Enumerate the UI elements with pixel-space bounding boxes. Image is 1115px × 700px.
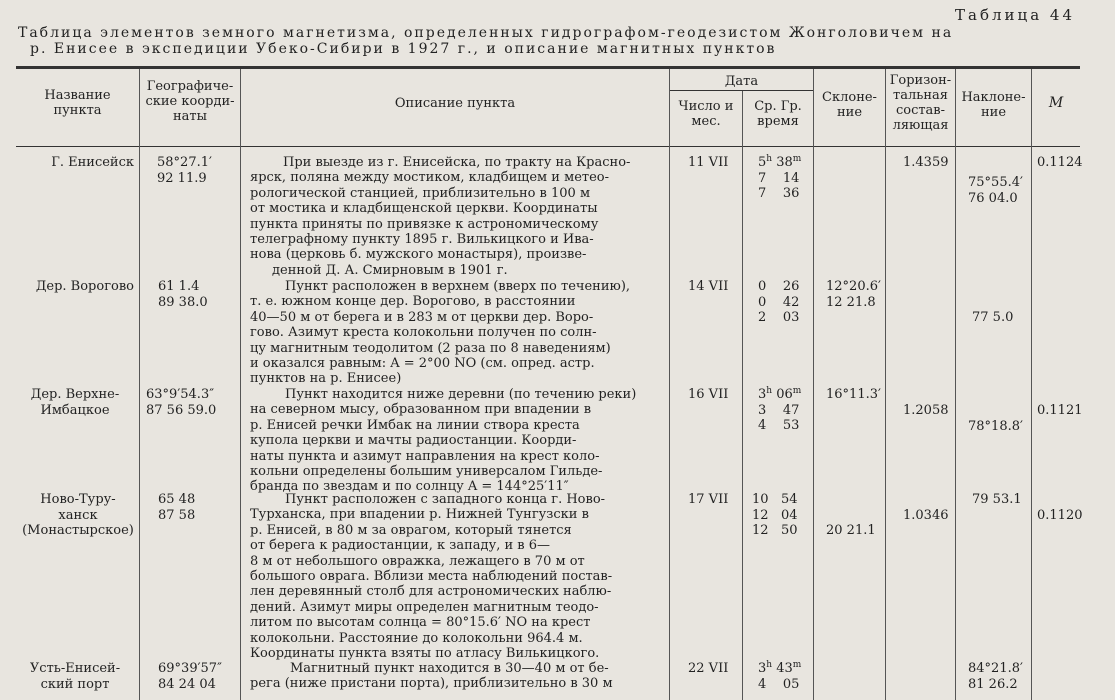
row-horizontal: 1.4359 bbox=[903, 155, 949, 170]
row-coords: 65 48 87 58 bbox=[158, 492, 196, 523]
header-m: M bbox=[1048, 95, 1064, 111]
header-description: Описание пункта bbox=[394, 96, 516, 111]
date-subrule bbox=[669, 90, 813, 91]
row-description: Пункт расположен в верхнем (вверх по течению), т. е. южном конце дер. Ворогово, в расстоянии 40—50 м от берега и в 283 м от церкви дер. Воро- гово. Азимут креста колокольни получен по солн- цу магнитным теодолитом (2 раза по 8 наведениям) и оказался равным: A = 2°00 NO (см. опред. астр. пунктов на р. Енисее) bbox=[250, 279, 631, 387]
row-m: 0.1120 bbox=[1037, 508, 1083, 523]
header-horizontal-component: Горизон- тальная состав- ляющая bbox=[889, 73, 952, 133]
header-coords: Географиче- ские коорди- наты bbox=[145, 79, 235, 124]
header-declination: Склоне- ние bbox=[822, 90, 877, 120]
row-coords: 58°27.1′ 92 11.9 bbox=[157, 155, 212, 186]
row-date: 17 VII bbox=[688, 492, 729, 507]
row-m: 0.1121 bbox=[1037, 403, 1083, 418]
row-name: Дер. Верхне- Имбацкое bbox=[30, 387, 120, 418]
row-times: 10 54 12 04 12 50 bbox=[752, 492, 798, 538]
header-inclination: Наклоне- ние bbox=[961, 90, 1026, 120]
row-date: 14 VII bbox=[688, 279, 729, 294]
row-times: 3$^h$ 43$^m$ 4 05 bbox=[758, 660, 802, 692]
col-divider bbox=[669, 69, 670, 700]
row-coords: 61 1.4 89 38.0 bbox=[158, 279, 208, 310]
row-horizontal: 1.0346 bbox=[903, 508, 949, 523]
col-divider bbox=[742, 91, 743, 700]
row-declination: 16°11.3′ bbox=[826, 387, 881, 402]
col-divider bbox=[240, 69, 241, 700]
row-coords: 63°9′54.3″ 87 56 59.0 bbox=[146, 387, 217, 418]
row-date: 22 VII bbox=[688, 661, 729, 676]
row-date: 11 VII bbox=[688, 155, 729, 170]
header-rule bbox=[16, 146, 1080, 147]
header-date: Дата bbox=[724, 74, 759, 89]
row-description: Пункт расположен с западного конца г. Ново- Турханска, при впадении р. Нижней Тунгузски в р. Енисей, в 80 м за оврагом, который тянется от берега к радиостанции, к западу, и в 6— 8 м от небольшого овражка, лежащего в 70 м от большого оврага. Вблизи места наблюдений постав- лен деревянный столб для астрономических наблю- дений. Азимут миры определен магнитным теодо- литом по высотам солнца = 80°15.6′ NO на крест колокольни. Расстояние до колокольни 964.4 м. Координаты пункта взяты по атласу Вилькицкого. bbox=[250, 492, 613, 662]
col-divider bbox=[813, 69, 814, 700]
header-name: Название пункта bbox=[44, 88, 111, 118]
col-divider bbox=[885, 69, 886, 700]
row-description: При выезде из г. Енисейска, по тракту на Красно- ярск, поляна между мостиком, кладбищем и метео- рологической станцией, приблизительно в 100 м от мостика и кладбищенской церкви. Координаты пункта приняты по привязке к астрономическому телеграфному пункту 1895 г. Вилькицкого и Ива- нова (церковь б. мужского монастыря), произве- денной Д. А. Смирновым в 1901 г. bbox=[250, 155, 631, 278]
col-divider bbox=[139, 69, 140, 700]
row-times: 5$^h$ 38$^m$ 7 14 7 36 bbox=[758, 154, 802, 201]
row-times: 0 26 0 42 2 03 bbox=[758, 279, 800, 325]
row-coords: 69°39′57″ 84 24 04 bbox=[158, 661, 222, 692]
row-horizontal: 1.2058 bbox=[903, 403, 949, 418]
col-divider bbox=[1031, 69, 1032, 700]
row-times: 3$^h$ 06$^m$ 3 47 4 53 bbox=[758, 386, 802, 433]
row-declination: 20 21.1 bbox=[826, 523, 876, 538]
row-declination: 12°20.6′ 12 21.8 bbox=[826, 279, 881, 310]
table-label: Таблица 44 bbox=[955, 6, 1075, 24]
row-name: Дер. Ворогово bbox=[35, 279, 134, 294]
row-inclination: 77 5.0 bbox=[972, 310, 1014, 325]
row-name: Ново-Туру- ханск (Монастырское) bbox=[22, 492, 134, 538]
table-title-line1: Таблица элементов земного магнетизма, определенных гидрографом-геодезистом Жонголовичем на bbox=[18, 25, 954, 41]
row-date: 16 VII bbox=[688, 387, 729, 402]
row-inclination: 84°21.8′ 81 26.2 bbox=[968, 661, 1023, 692]
table-title-line2: р. Енисее в экспедиции Убеко-Сибири в 1927 г., и описание магнитных пунктов bbox=[30, 41, 777, 57]
header-time: Ср. Гр. время bbox=[754, 99, 802, 129]
header-day: Число и мес. bbox=[678, 99, 734, 129]
row-name: Усть-Енисей- ский порт bbox=[29, 661, 121, 692]
row-description: Магнитный пункт находится в 30—40 м от бе- рега (ниже пристани порта), приблизительно в 30 м bbox=[250, 661, 613, 692]
row-inclination: 78°18.8′ bbox=[968, 419, 1023, 434]
top-rule bbox=[16, 66, 1080, 69]
row-inclination: 79 53.1 bbox=[972, 492, 1022, 507]
row-name: Г. Енисейск bbox=[51, 155, 134, 170]
col-divider bbox=[955, 69, 956, 700]
row-description: Пункт находится ниже деревни (по течению реки) на северном мысу, образованном при впадении в р. Енисей речки Имбак на линии створа креста купола церкви и мачты радиостанции. Коорди- наты пункта и азимут направления на крест коло- кольни определены большим универсалом Гильде- бранда по звездам и по солнцу A = 144°25′11″ bbox=[250, 387, 637, 495]
row-m: 0.1124 bbox=[1037, 155, 1083, 170]
row-inclination: 75°55.4′ 76 04.0 bbox=[968, 175, 1023, 206]
